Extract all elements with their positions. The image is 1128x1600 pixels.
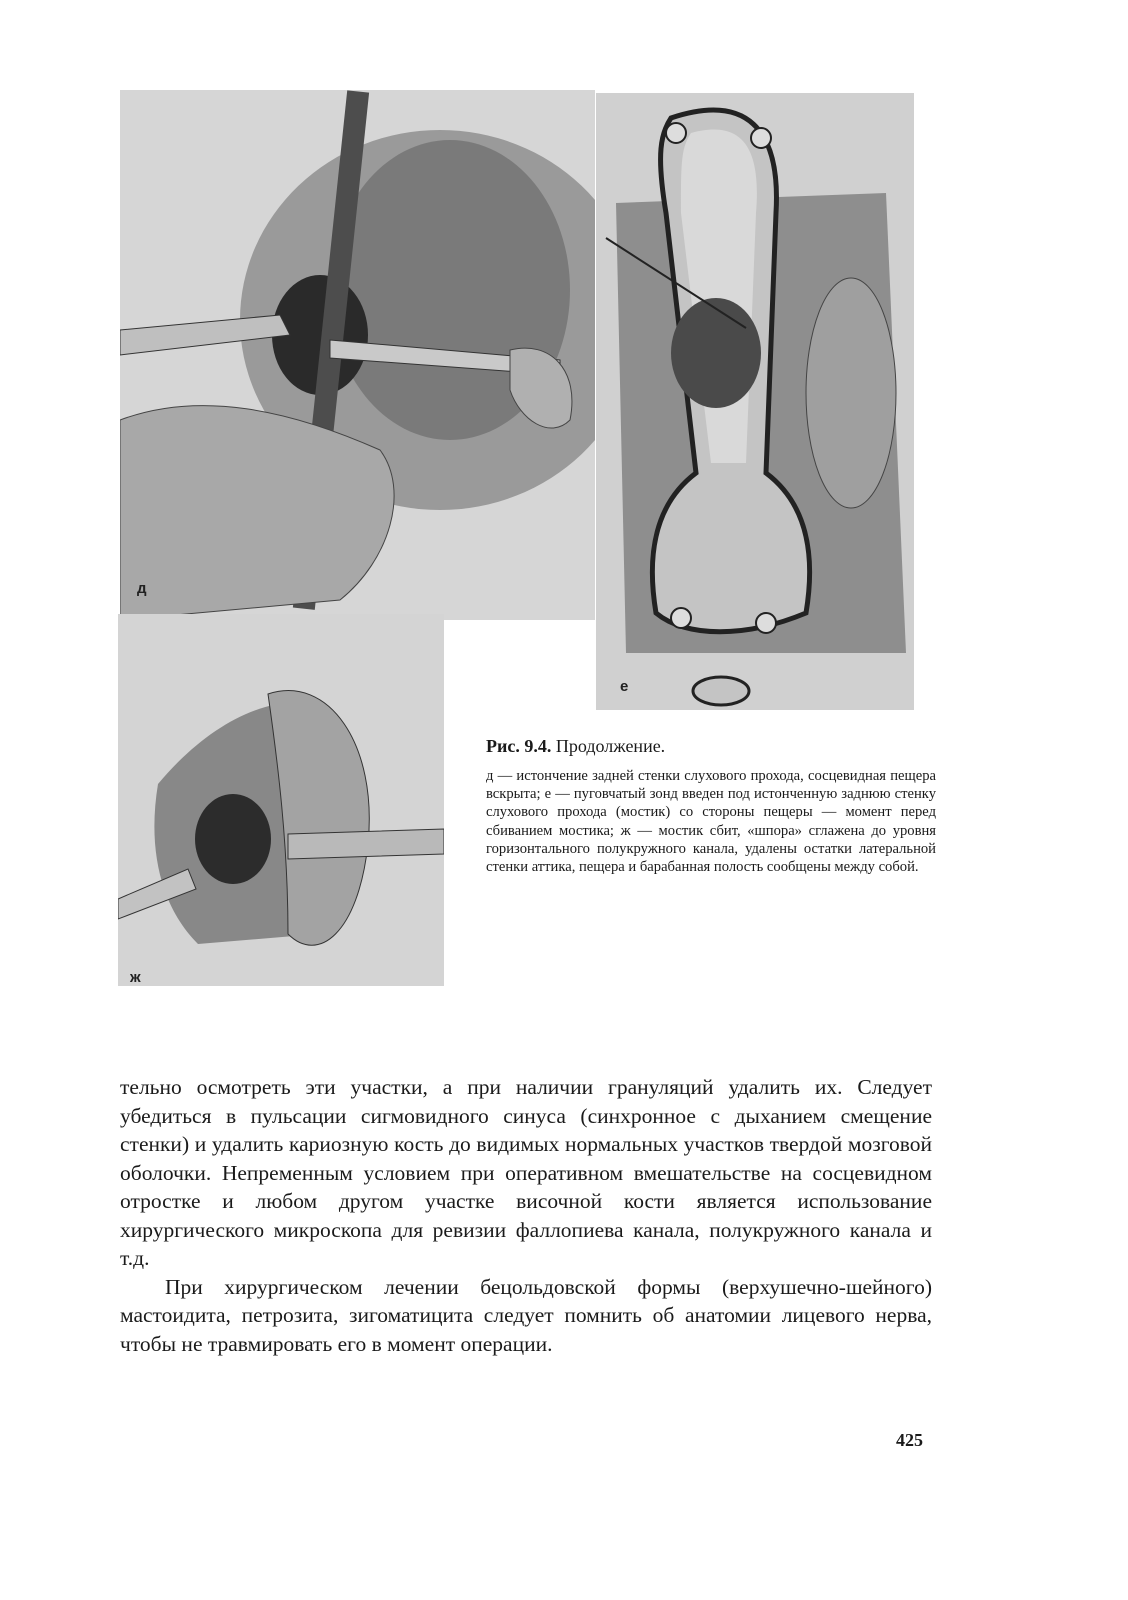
panel-label-e: е (620, 678, 629, 695)
main-text (120, 1073, 932, 1358)
paragraph: тельно осмотреть эти участки, а при наличии грануляций удалить их. Следует убедиться в пульсации сигмовидного синуса (синхронное с дыханием смещение стенки) и удалить кариозную кость до видимых нормальных участков твердой мозговой оболочки. Непременным условием при оперативном вмешательстве на сосцевидном отростке и любом другом участке височной кости является использование хирургического микроскопа для ревизии фаллопиева канала, полукружного канала и т.д. (120, 1075, 932, 1270)
caption-body: д — истончение задней стенки слухового прохода, сосцевидная пещера вскрыта; е — пуговчатый зонд введен под истонченную заднюю стенку слухового прохода (мостик) со стороны пещеры — момент перед сбиванием мостика; ж — мостик сбит, «шпора» сглажена до уровня горизонтального полукружного канала, удалены остатки латеральной стенки аттика, пещера и барабанная полость сообщены между собой. (486, 768, 936, 876)
caption-figure-number: Рис. 9.4. (486, 736, 552, 756)
figure-panel-e (596, 93, 914, 710)
surgery-illustration-e (596, 93, 914, 710)
panel-label-d: д (137, 580, 147, 597)
surgery-illustration-d (120, 90, 595, 620)
figure-caption (486, 736, 936, 876)
paragraph: При хирургическом лечении бецольдовской формы (верхушечно-шейного) мастоидита, петрозита, зигоматицита следует помнить об анатомии лицевого нерва, чтобы не травмировать его в момент операции. (120, 1274, 932, 1356)
page-number: 425 (896, 1430, 923, 1450)
surgery-illustration-zh (118, 614, 444, 986)
caption-title (486, 736, 936, 757)
caption-title-text: Продолжение. (551, 736, 666, 756)
panel-label-zh: ж (130, 969, 141, 986)
figure-panel-d (120, 90, 595, 620)
figure-panel-zh (118, 614, 444, 986)
